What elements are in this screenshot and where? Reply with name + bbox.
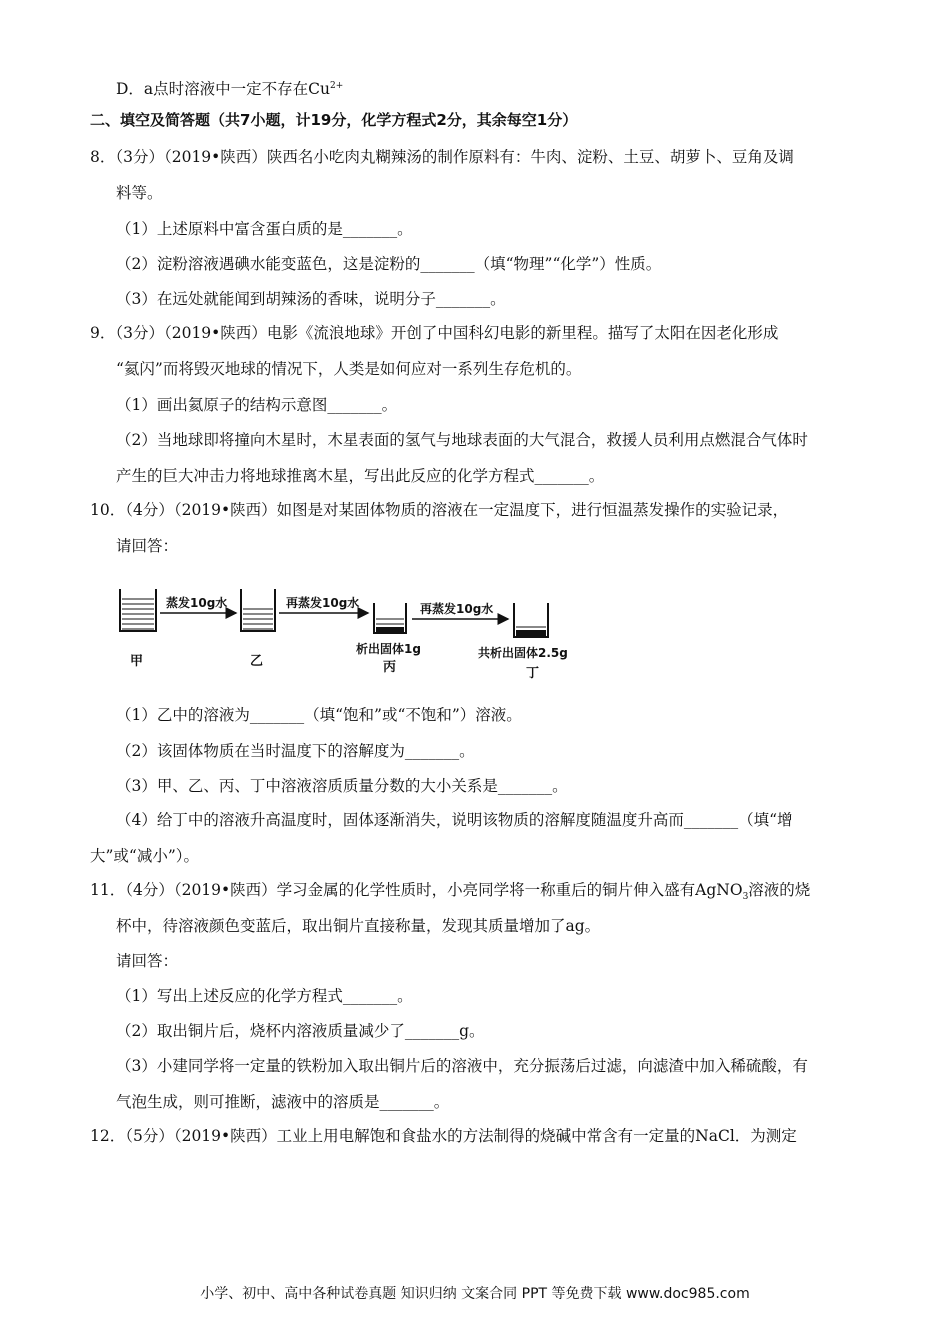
line-text: 11．（4分）（2019•陕西）学习金属的化学性质时，小亮同学将一称重后的铜片伸入盛有AgNO: [90, 881, 743, 899]
text-line: [116, 1021, 485, 1041]
text-line: [90, 147, 794, 167]
line-text: 大”或“减小”）。: [90, 847, 200, 865]
text-line: [116, 183, 163, 203]
text-line: [116, 76, 343, 99]
line-text: 10．（4分）（2019•陕西）如图是对某固体物质的溶液在一定温度下，进行恒温蒸发操作的实验记录，: [90, 501, 789, 519]
line-text-tail: 溶液的烧: [748, 881, 811, 899]
beaker-jia: [120, 589, 156, 631]
line-text: 杯中，待溶液颜色变蓝后，取出铜片直接称量，发现其质量增加了ag。: [116, 917, 601, 935]
line-text: （3）在远处就能闻到胡辣汤的香味，说明分子_______。: [116, 290, 506, 308]
line-text: 请回答：: [116, 537, 179, 555]
label-bing: 丙: [383, 660, 397, 675]
line-text: （2）该固体物质在当时温度下的溶解度为_______。: [116, 742, 475, 760]
text-line: [90, 880, 810, 907]
text-line: [116, 916, 600, 936]
text-line: [116, 951, 178, 971]
line-text: （2）淀粉溶液遇碘水能变蓝色，这是淀粉的_______（填“物理”“化学”）性质。: [116, 255, 662, 273]
line-text: （1）写出上述反应的化学方程式_______。: [116, 987, 413, 1005]
line-text: （3）小建同学将一定量的铁粉加入取出铜片后的溶液中，充分振荡后过滤，向滤渣中加入稀硫酸，有: [116, 1057, 808, 1075]
text-line: [90, 1126, 797, 1146]
page-footer: 小学、初中、高中各种试卷真题 知识归纳 文案合同 PPT 等免费下载 www.doc985.com: [200, 1286, 750, 1302]
arrow-1-label: 蒸发10g水: [166, 596, 228, 610]
text-line: [116, 810, 793, 830]
line-text: 12．（5分）（2019•陕西）工业上用电解饱和食盐水的方法制得的烧碱中常含有一定量的NaCl．为测定: [90, 1127, 797, 1145]
text-line: [116, 741, 475, 761]
beaker-yi: [241, 589, 275, 631]
line-text: （1）乙中的溶液为_______（填“饱和”或“不饱和”）溶液。: [116, 706, 522, 724]
text-line: [116, 289, 506, 309]
line-text: 请回答：: [116, 952, 179, 970]
text-line: [90, 846, 199, 866]
text-line: [116, 705, 522, 725]
text-line: [116, 359, 581, 379]
text-line: [90, 323, 778, 343]
beaker-ding: [514, 603, 548, 637]
text-line: [116, 466, 604, 486]
text-line: [116, 1056, 808, 1076]
label-yi: 乙: [250, 654, 264, 669]
text-line: [116, 219, 413, 239]
line-text: 气泡生成，则可推断，滤液中的溶质是_______。: [116, 1093, 450, 1111]
subscript: 3: [742, 892, 749, 903]
text-line: [116, 430, 808, 450]
text-line: [116, 1092, 449, 1112]
text-line: [90, 500, 788, 520]
line-text: （1）上述原料中富含蛋白质的是_______。: [116, 220, 413, 238]
text-line: [116, 986, 413, 1006]
line-text: （2）取出铜片后，烧杯内溶液质量减少了_______g。: [116, 1022, 485, 1040]
line-text: 9．（3分）（2019•陕西）电影《流浪地球》开创了中国科幻电影的新里程。描写了太阳在因老化形成: [90, 324, 779, 342]
label-ding: 丁: [526, 666, 540, 681]
label-jia: 甲: [130, 654, 144, 669]
text-line: [116, 254, 661, 274]
line-text: （4）给丁中的溶液升高温度时，固体逐渐消失，说明该物质的溶解度随温度升高而_______（填“增: [116, 811, 793, 829]
line-text: （2）当地球即将撞向木星时，木星表面的氢气与地球表面的大气混合，救援人员利用点燃混合气体时: [116, 431, 808, 449]
line-text: （3）甲、乙、丙、丁中溶液溶质质量分数的大小关系是_______。: [116, 777, 568, 795]
note-bing: 析出固体1g: [356, 642, 421, 656]
line-text: （1）画出氦原子的结构示意图_______。: [116, 396, 398, 414]
text-line: [116, 776, 568, 796]
line-text: 产生的巨大冲击力将地球推离木星，写出此反应的化学方程式_______。: [116, 467, 605, 485]
line-text: D．a点时溶液中一定不存在Cu: [116, 80, 331, 99]
text-line: [90, 110, 577, 130]
arrow-2-label: 再蒸发10g水: [286, 596, 360, 610]
text-line: [116, 536, 178, 556]
line-text: 二、填空及简答题（共7小题，计19分，化学方程式2分，其余每空1分）: [90, 111, 578, 129]
note-ding: 共析出固体2.5g: [478, 646, 568, 660]
arrow-3-label: 再蒸发10g水: [420, 602, 494, 616]
evaporation-diagram: [116, 583, 594, 681]
beaker-bing: [374, 603, 406, 633]
line-text: 8．（3分）（2019•陕西）陕西名小吃肉丸糊辣汤的制作原料有：牛肉、淀粉、土豆、胡萝卜、豆角及调: [90, 148, 794, 166]
text-line: [116, 395, 397, 415]
line-text: “氦闪”而将毁灭地球的情况下，人类是如何应对一系列生存危机的。: [116, 360, 582, 378]
line-text: 料等。: [116, 184, 163, 202]
superscript: 2+: [330, 81, 344, 91]
